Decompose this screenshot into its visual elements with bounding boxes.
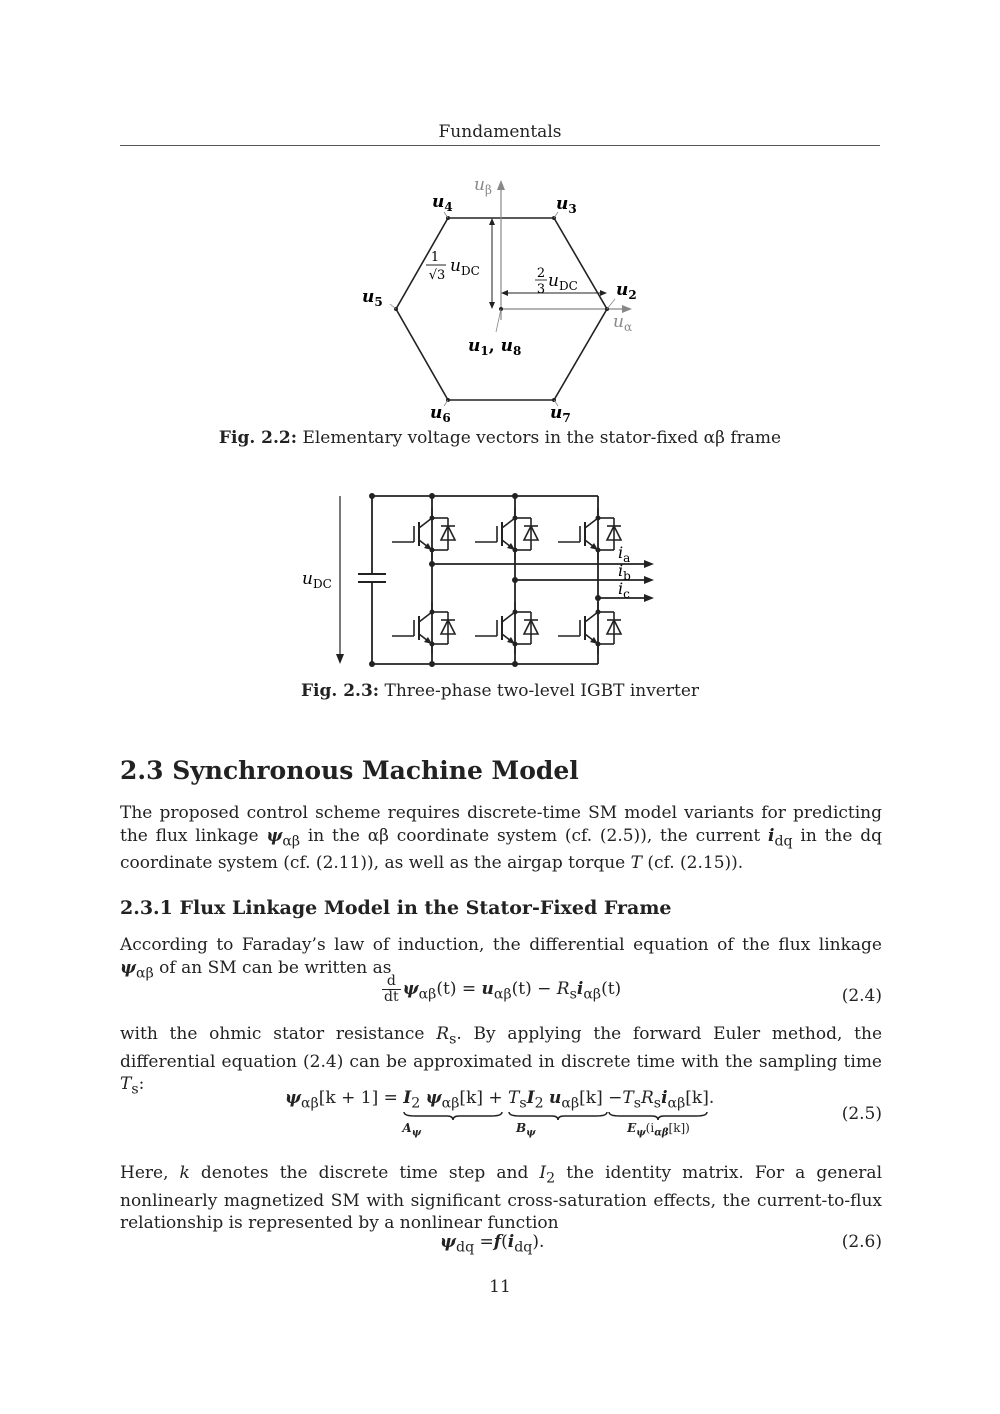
figure-2-2-caption-label: Fig. 2.2: bbox=[218, 428, 298, 448]
dim-horizontal-arrow-right bbox=[600, 290, 607, 296]
subsection-paragraph-3: Here, k denotes the discrete time step and $I_2$ the identity matrix. For a general nonlinearly magnetized SM with significant cross-saturation effects, the current-to-flux relationship is represented by a nonlinear function bbox=[120, 1163, 883, 1234]
svg-text:3: 3 bbox=[536, 282, 546, 297]
svg-text:uDC: $u_{DC}$ bbox=[450, 256, 480, 278]
equation-2-5-number: (2.5) bbox=[841, 1104, 882, 1124]
label-two-thirds-udc bbox=[535, 266, 578, 297]
beta-axis-arrow bbox=[497, 180, 505, 190]
leg-a bbox=[392, 493, 455, 667]
underbrace-A: $I_2$ $A_\psi$ bbox=[403, 1088, 420, 1111]
underbrace-E: $-T_sR_si_{\alpha\beta}[k]$ $E_\psi(i_{\alpha\beta}[k])$ bbox=[608, 1088, 709, 1139]
figure-2-3-inverter bbox=[296, 486, 676, 676]
label-u5: $u_5$ bbox=[362, 287, 383, 309]
label-ic: $i_c$ bbox=[618, 579, 630, 601]
label-udc: $u_{DC}$ bbox=[302, 569, 332, 591]
dim-horizontal-arrow-left bbox=[501, 290, 508, 296]
label-one-over-sqrt3-udc bbox=[426, 250, 480, 283]
header-rule bbox=[120, 145, 880, 146]
equation-2-6: $\psi_{dq} =f(i_{dq})$. (2.6) bbox=[440, 1232, 882, 1256]
underbrace-B: $T_sI_2$ $B_\psi$ bbox=[508, 1088, 544, 1111]
label-u3: $u_3$ bbox=[556, 194, 577, 216]
section-intro-paragraph: The proposed control scheme requires discrete-time SM model variants for predicting the flux linkage $\psi_{\alpha\beta}$ in the αβ coordinate system (cf. (2.5)), the current $i_{dq}$ in the dq coordinate system (cf. (2.11)), as well as the airgap torque T (cf. (2.15)). bbox=[120, 803, 882, 874]
figure-2-3-caption-text: Three-phase two-level IGBT inverter bbox=[384, 681, 700, 701]
page-number: 11 bbox=[489, 1277, 511, 1297]
label-u4: $u_4$ bbox=[432, 192, 453, 214]
figure-2-2-caption bbox=[120, 428, 880, 448]
label-u-beta: $u_\beta$ bbox=[474, 175, 492, 197]
equation-2-4: $\frac{d}{dt}$ $\psi_{\alpha\beta}(t) = u_{\alpha\beta}(t) - R_si_{\alpha\beta}(t)$ (2.4) bbox=[384, 973, 882, 1006]
udc-arrow-head bbox=[336, 654, 344, 664]
label-u6: $u_6$ bbox=[430, 403, 451, 425]
subsection-paragraph-2: with the ohmic stator resistance $R_s$. By applying the forward Euler method, the differential equation (2.4) can be approximated in discrete time with the sampling time $T_s$: bbox=[120, 1024, 883, 1098]
equation-2-6-number: (2.6) bbox=[841, 1232, 882, 1252]
label-u7: $u_7$ bbox=[550, 403, 571, 425]
dim-vertical-arrow-top bbox=[489, 218, 495, 225]
svg-text:√3: √3 bbox=[428, 268, 446, 283]
leader-u1-u8 bbox=[496, 309, 501, 332]
svg-text:uDC: $u_{DC}$ bbox=[548, 271, 578, 293]
leader-u5 bbox=[390, 304, 396, 309]
label-ia: $i_a$ bbox=[618, 543, 631, 565]
subsection-title: 2.3.1 Flux Linkage Model in the Stator-Fixed Frame bbox=[120, 897, 672, 919]
equation-2-5: $\psi_{\alpha\beta}[k + 1] = I_2$ $A_\psi$ $\psi_{\alpha\beta}[k] + T_sI_2$ $B_\psi$ $u_{\alpha\beta}[k] -T_sR_si_{\alpha\beta}[k]$ $E_\psi(i_{\alpha\beta}[k])$ . (2.5) bbox=[285, 1088, 882, 1139]
label-u2: $u_2$ bbox=[616, 280, 637, 302]
label-u1-u8: $u_1$, $u_8$ bbox=[468, 336, 522, 358]
svg-text:1: 1 bbox=[430, 250, 440, 265]
equation-2-4-number: (2.4) bbox=[841, 986, 882, 1006]
figure-2-2-caption-text: Elementary voltage vectors in the stator-fixed αβ frame bbox=[302, 428, 782, 448]
running-header: Fundamentals bbox=[438, 122, 562, 142]
leader-u2 bbox=[607, 299, 615, 309]
svg-text:2: 2 bbox=[536, 266, 546, 281]
section-title: 2.3 Synchronous Machine Model bbox=[120, 756, 579, 785]
figure-2-3-caption-label: Fig. 2.3: bbox=[300, 681, 380, 701]
label-u-alpha: $u_\alpha$ bbox=[613, 312, 633, 334]
leader-u6 bbox=[444, 400, 448, 406]
label-ib: $i_b$ bbox=[618, 561, 631, 583]
subsection-paragraph-1: According to Faraday’s law of induction, the differential equation of the flux linkage $\psi_{\alpha\beta}$ of an SM can be written as bbox=[120, 935, 882, 981]
figure-2-3-caption bbox=[120, 681, 880, 701]
dim-vertical-arrow-bottom bbox=[489, 302, 495, 309]
figure-2-2-hexagon bbox=[340, 170, 670, 430]
